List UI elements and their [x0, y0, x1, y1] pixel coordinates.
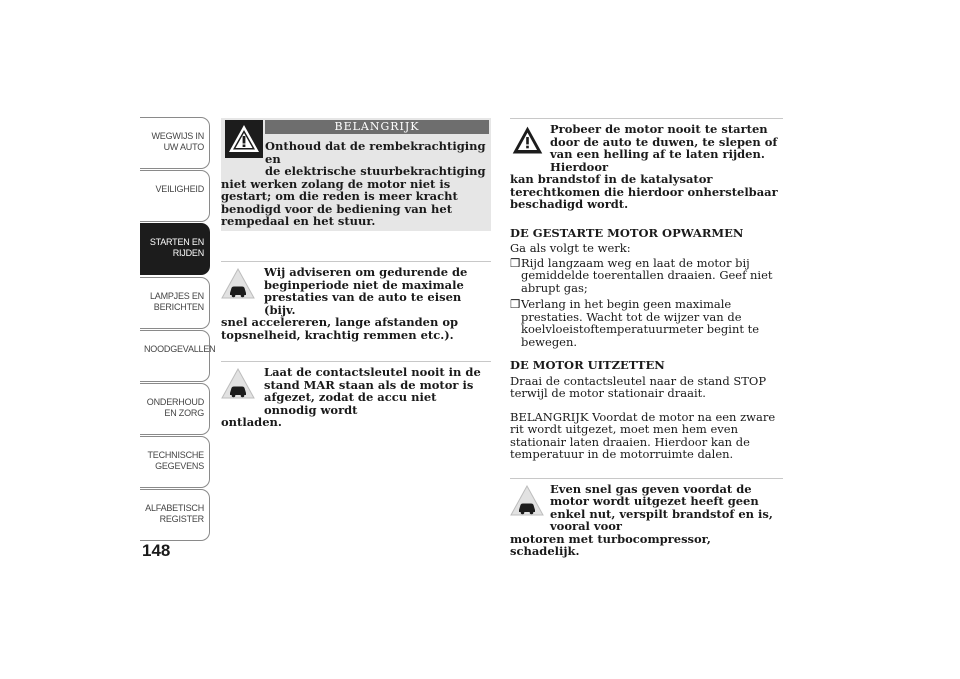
- warning-push-indented: Probeer de motor nooit te starten door de auto te duwen, te slepen of van een helling af te laten rijden. Hierdoor: [550, 122, 778, 174]
- note-break-in: [221, 261, 491, 341]
- heading-warmup: DE GESTARTE MOTOR OPWARMEN: [510, 225, 744, 240]
- important-header: BELANGRIJK: [265, 120, 489, 134]
- note-key-indented: Laat de contactsleutel nooit in de stand MAR staan als de motor is afgezet, zodat de accu niet onnodig wordt: [264, 365, 481, 417]
- note-break-in-text: [221, 266, 491, 341]
- tab-technische-gegevens[interactable]: TECHNISCHE GEGEVENS: [140, 436, 210, 488]
- car-info-icon: [510, 485, 544, 517]
- right-column: [510, 118, 783, 558]
- warning-push-rest: kan brandstof in de katalysator terechtkomen die hierdoor onherstelbaar beschadigd wordt.: [510, 172, 778, 211]
- left-column: [221, 118, 491, 429]
- tab-starten-en-rijden[interactable]: STARTEN EN RIJDEN: [140, 223, 210, 275]
- note-key-rest: ontladen.: [221, 415, 282, 429]
- note-key-position: [221, 361, 491, 429]
- important-rest: niet werken zolang de motor niet is gestart; om die reden is meer kracht benodigd voor de bediening van het rempedaal en het stuur.: [221, 176, 458, 228]
- note-key-position-text: [221, 366, 491, 429]
- car-info-icon: [221, 368, 255, 400]
- important-box: [221, 118, 491, 231]
- page-number: 148: [142, 541, 171, 560]
- note-break-in-rest: snel accelereren, lange afstanden op topsnelheid, krachtig remmen etc.).: [221, 315, 459, 342]
- note-break-in-indented: Wij adviseren om gedurende de beginperiode niet de maximale prestaties van de auto te eisen (bijv.: [264, 265, 468, 317]
- stop-para-2: BELANGRIJK Voordat de motor na een zware rit wordt uitgezet, moet men hem even stationair laten draaien. Hierdoor kan de temperatuur in de motorruimte dalen.: [510, 409, 776, 461]
- tab-onderhoud[interactable]: ONDERHOUD EN ZORG: [140, 383, 210, 435]
- tab-veiligheid[interactable]: VEILIGHEID: [140, 170, 210, 222]
- checkbox-bullet-icon: ❒: [510, 297, 521, 311]
- warmup-bullet-1: [510, 257, 783, 295]
- warning-push-start: [510, 118, 783, 211]
- heading-stop: DE MOTOR UITZETTEN: [510, 358, 665, 372]
- important-text: [221, 140, 487, 228]
- warmup-bullet-2: [510, 298, 783, 348]
- stop-para-1: Draai de contactsleutel naar de stand STOP terwijl de motor stationair draait.: [510, 373, 767, 400]
- tab-noodgevallen[interactable]: NOODGEVALLEN: [140, 330, 210, 382]
- note-throttle-text: [510, 483, 783, 558]
- warmup-intro: Ga als volgt te werk:: [510, 241, 631, 255]
- warning-push-start-text: [510, 123, 783, 211]
- warning-triangle-icon: [511, 124, 544, 157]
- important-line-2: de elektrische stuurbekrachtiging: [265, 164, 486, 178]
- car-info-icon: [221, 268, 255, 300]
- checkbox-bullet-icon: ❒: [510, 255, 521, 270]
- important-line-1: Onthoud dat de rembekrachtiging en: [265, 139, 486, 166]
- note-throttle-rest: motoren met turbocompressor, schadelijk.: [510, 531, 711, 558]
- note-throttle: [510, 478, 783, 558]
- note-throttle-indented: Even snel gas geven voordat de motor wordt uitgezet heeft geen enkel nut, verspilt brandstof en is, vooral voor: [550, 481, 773, 533]
- tab-wegwijs[interactable]: WEGWIJS IN UW AUTO: [140, 117, 210, 169]
- warmup-bullet-1-text: Rijd langzaam weg en laat de motor bij gemiddelde toerentallen draaien. Geef niet abrupt gas;: [521, 255, 773, 295]
- tab-lampjes[interactable]: LAMPJES EN BERICHTEN: [140, 277, 210, 329]
- warmup-bullet-2-text: Verlang in het begin geen maximale prestaties. Wacht tot de wijzer van de koelvloeistoftemperatuurmeter begint te bewegen.: [521, 297, 760, 349]
- tab-alfabetisch-register[interactable]: ALFABETISCH REGISTER: [140, 489, 210, 541]
